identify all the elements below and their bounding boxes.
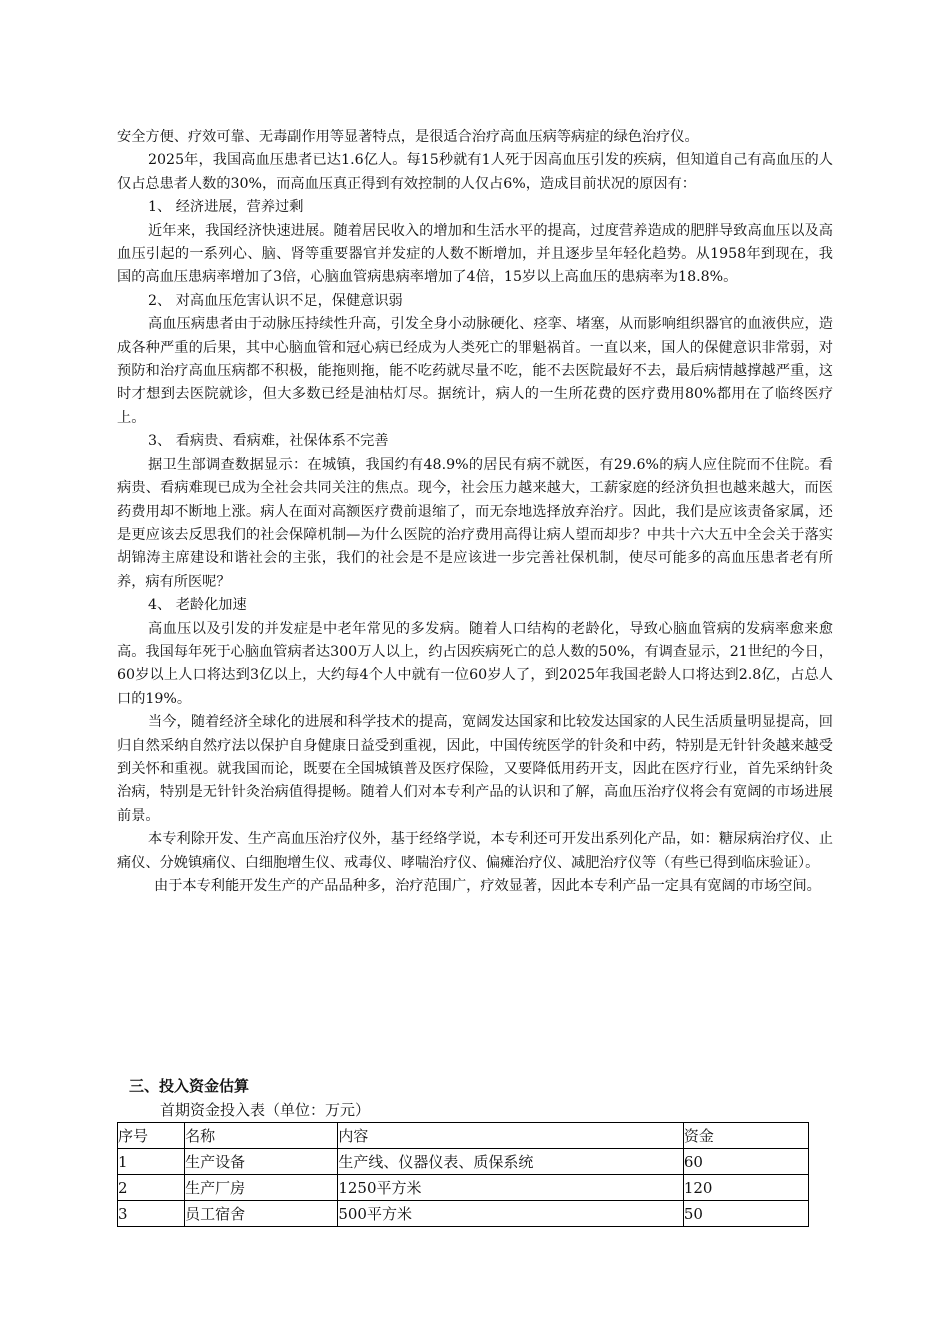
paragraph: 本专利除开发、生产高血压治疗仪外，基于经络学说，本专利还可开发出系列化产品，如：糖尿病治疗仪、止痛仪、分娩镇痛仪、白细胞增生仪、戒毒仪、哮喘治疗仪、偏瘫治疗仪、减肥治疗仪等（有些已得到临床验证）。 [117, 831, 833, 871]
table-row [118, 1149, 809, 1175]
table-cell: 500平方米 [338, 1201, 684, 1227]
funding-table [117, 1122, 809, 1227]
subheading: 4、 老龄化加速 [148, 597, 247, 614]
table-cell: 50 [683, 1201, 808, 1227]
subheading: 2、 对高血压危害认识不足，保健意识弱 [148, 292, 403, 309]
body-text [117, 126, 833, 898]
section-title: 三、投入资金估算 [129, 1077, 250, 1095]
table-cell: 2 [118, 1175, 185, 1201]
table-cell: 3 [118, 1201, 185, 1227]
table-cell: 生产厂房 [185, 1175, 338, 1201]
column-header: 内容 [338, 1123, 684, 1149]
table-header-row [118, 1123, 809, 1149]
paragraph: 高血压以及引发的并发症是中老年常见的多发病。随着人口结构的老龄化，导致心脑血管病的发病率愈来愈高。我国每年死于心脑血管病者达300万人以上，约占因疾病死亡的总人数的50%，有调查显示，21世纪的今日，60岁以上人口将达到3亿以上，大约每4个人中就有一位60岁人了，到2025年我国老龄人口将达到2.8亿，占总人口的19%。 [117, 620, 833, 707]
table-caption: 首期资金投入表（单位：万元） [160, 1101, 371, 1119]
column-header: 资金 [683, 1123, 808, 1149]
paragraph: 当今，随着经济全球化的进展和科学技术的提高，宽阔发达国家和比较发达国家的人民生活质量明显提高，回归自然采纳自然疗法以保护自身健康日益受到重视，因此，中国传统医学的针灸和中药，特别是无针针灸越来越受到关怀和重视。就我国而论，既要在全国城镇普及医疗保险，又要降低用药开支，因此在医疗行业，首先采纳针灸治病，特别是无针针灸治病值得提畅。随着人们对本专利产品的认识和了解，高血压治疗仪将会有宽阔的市场进展前景。 [117, 714, 833, 824]
table-cell: 1250平方米 [338, 1175, 684, 1201]
paragraph: 安全方便、疗效可靠、无毒副作用等显著特点，是很适合治疗高血压病等病症的绿色治疗仪。 [117, 129, 699, 145]
table-cell: 员工宿舍 [185, 1201, 338, 1227]
table-cell: 生产设备 [185, 1149, 338, 1175]
subheading: 3、 看病贵、看病难，社保体系不完善 [148, 433, 389, 450]
column-header: 序号 [118, 1123, 185, 1149]
column-header: 名称 [185, 1123, 338, 1149]
paragraph: 高血压病患者由于动脉压持续性升高，引发全身小动脉硬化、痉挛、堵塞，从而影响组织器官的血液供应，造成各种严重的后果，其中心脑血管和冠心病已经成为人类死亡的罪魁祸首。一直以来，国人的保健意识非常弱，对预防和治疗高血压病都不积极，能拖则拖，能不吃药就尽量不吃，能不去医院最好不去，最后病情越撑越严重，这时才想到去医院就诊，但大多数已经是油枯灯尽。据统计，病人的一生所花费的医疗费用80%都用在了临终医疗上。 [117, 316, 833, 426]
table-row [118, 1175, 809, 1201]
table-cell: 60 [683, 1149, 808, 1175]
paragraph: 由于本专利能开发生产的产品品种多，治疗范围广，疗效显著，因此本专利产品一定具有宽阔的市场空间。 [154, 878, 821, 894]
table-cell: 生产线、仪器仪表、质保系统 [338, 1149, 684, 1175]
table-cell: 120 [683, 1175, 808, 1201]
table-row [118, 1201, 809, 1227]
paragraph: 近年来，我国经济快速进展。随着居民收入的增加和生活水平的提高，过度营养造成的肥胖导致高血压以及高血压引起的一系列心、脑、肾等重要器官并发症的人数不断增加，并且逐步呈年轻化趋势。从1958年到现在，我国的高血压患病率增加了3倍，心脑血管病患病率增加了4倍，15岁以上高血压的患病率为18.8%。 [117, 222, 833, 286]
paragraph: 2025年，我国高血压患者已达1.6亿人。每15秒就有1人死于因高血压引发的疾病，但知道自己有高血压的人仅占总患者人数的30%，而高血压真正得到有效控制的人仅占6%，造成目前状况的原因有： [117, 152, 833, 192]
subheading: 1、 经济进展，营养过剩 [148, 199, 304, 216]
paragraph: 据卫生部调查数据显示：在城镇，我国约有48.9%的居民有病不就医，有29.6%的病人应住院而不住院。看病贵、看病难现已成为全社会共同关注的焦点。现今，社会压力越来越大，工薪家庭的经济负担也越来越大，而医药费用却不断地上涨。病人在面对高额医疗费前退缩了，而无奈地选择放弃治疗。因此，我们是应该责备家属，还是更应该去反思我们的社会保障机制—为什么医院的治疗费用高得让病人望而却步？中共十六大五中全会关于落实胡锦涛主席建设和谐社会的主张，我们的社会是不是应该进一步完善社保机制，使尽可能多的高血压患者老有所养，病有所医呢？ [117, 456, 833, 590]
table-cell: 1 [118, 1149, 185, 1175]
